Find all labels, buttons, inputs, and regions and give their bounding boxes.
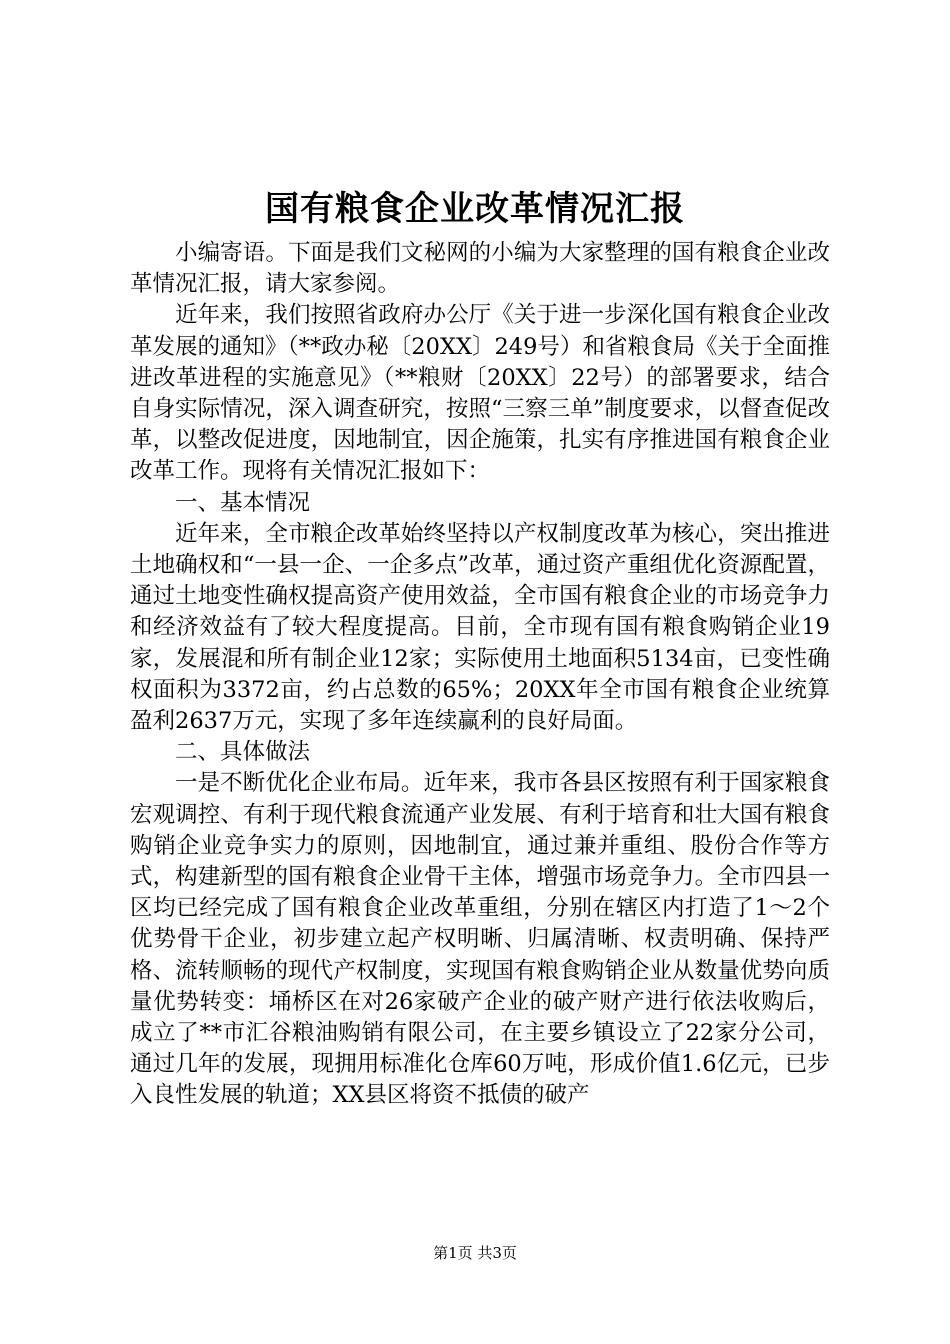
page-number: 第1页 共3页 [433, 1244, 517, 1262]
paragraph-basic-situation: 近年来，全市粮企改革始终坚持以产权制度改革为核心，突出推进土地确权和“一县一企、一企多点”改革，通过资产重组优化资源配置，通过土地变性确权提高资产使用效益，全市国有粮食企业的市场竞争力和经济效益有了较大程度提高。目前，全市现有国有粮食购销企业19家，发展混和所有制企业12家；实际使用土地面积5134亩，已变性确权面积为3372亩，约占总数的65%；20XX年全市国有粮食企业统算盈利2637万元，实现了多年连续赢利的良好局面。 [130, 520, 830, 735]
section-heading-basic-situation: 一、基本情况 [175, 489, 311, 516]
paragraph-background: 近年来，我们按照省政府办公厅《关于进一步深化国有粮食企业改革发展的通知》（**政办秘〔20XX〕249号）和省粮食局《关于全面推进改革进程的实施意见》（**粮财〔20XX〕22号）的部署要求，结合自身实际情况，深入调查研究，按照“三察三单”制度要求，以督查促改革，以整改促进度，因地制宜，因企施策，扎实有序推进国有粮食企业改革工作。现将有关情况汇报如下： [130, 302, 830, 485]
document-body [130, 238, 830, 1112]
paragraph-intro: 小编寄语。下面是我们文秘网的小编为大家整理的国有粮食企业改革情况汇报，请大家参阅。 [130, 240, 830, 298]
paragraph-specific-practices: 一是不断优化企业布局。近年来，我市各县区按照有利于国家粮食宏观调控、有利于现代粮食流通产业发展、有利于培育和壮大国有粮食购销企业竞争实力的原则，因地制宜，通过兼并重组、股份合作等方式，构建新型的国有粮食企业骨干主体，增强市场竞争力。全市四县一区均已经完成了国有粮食企业改革重组，分别在辖区内打造了1～2个优势骨干企业，初步建立起产权明晰、归属清晰、权责明确、保持严格、流转顺畅的现代产权制度，实现国有粮食购销企业从数量优势向质量优势转变：埇桥区在对26家破产企业的破产财产进行依法收购后，成立了**市汇谷粮油购销有限公司，在主要乡镇设立了22家分公司，通过几年的发展，现拥用标准化仓库60万吨，形成价值1.6亿元，已步入良性发展的轨道；XX县区将资不抵债的破产 [130, 770, 830, 1109]
section-heading-specific-practices: 二、具体做法 [175, 739, 311, 766]
document-title: 国有粮食企业改革情况汇报 [265, 189, 685, 229]
